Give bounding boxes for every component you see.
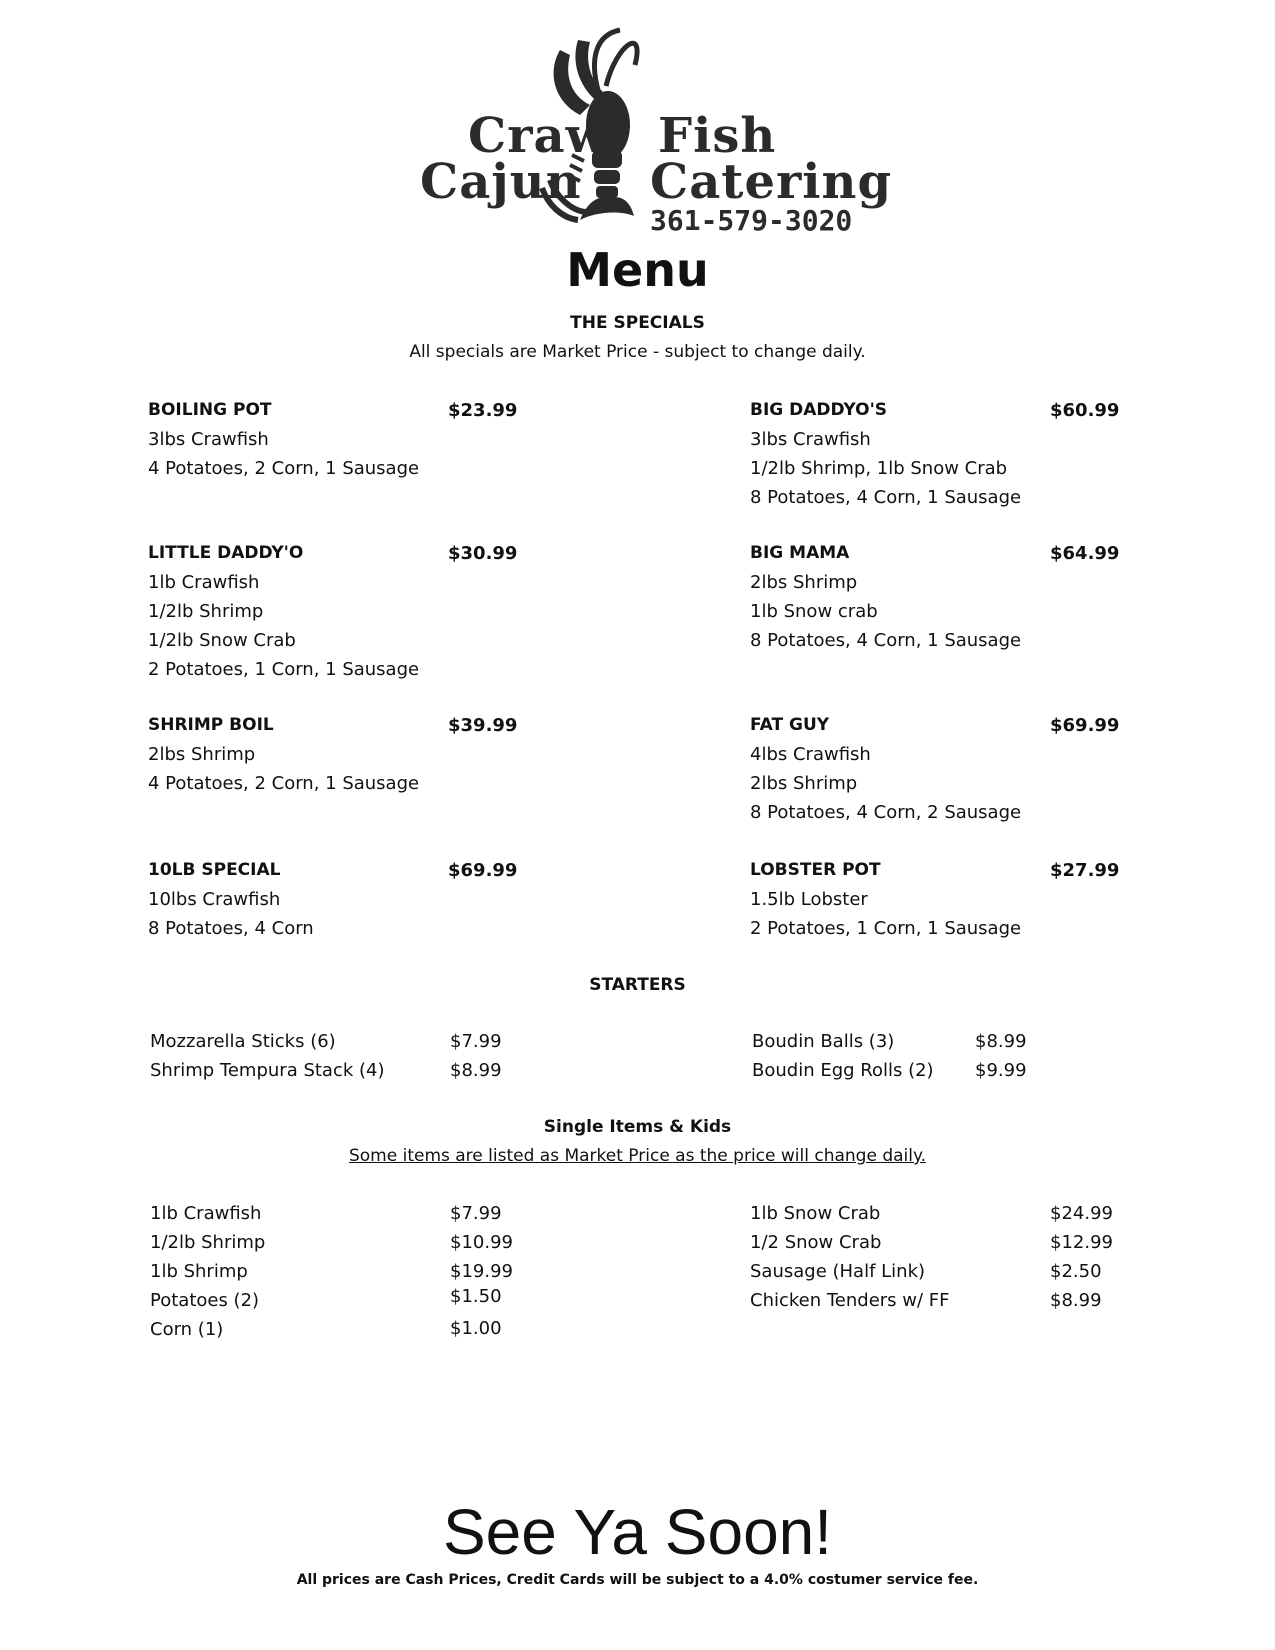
special-line: 3lbs Crawfish xyxy=(148,429,269,450)
special-line: 1.5lb Lobster xyxy=(750,889,868,910)
single-item-name: 1lb Snow Crab xyxy=(750,1203,881,1224)
logo-word-fish: Fish xyxy=(658,108,777,164)
special-line: 1/2lb Shrimp, 1lb Snow Crab xyxy=(750,458,1008,479)
logo-word-cajun: Cajun xyxy=(420,154,582,210)
single-item-price: $1.00 xyxy=(450,1318,502,1339)
special-line: 4 Potatoes, 2 Corn, 1 Sausage xyxy=(148,773,420,794)
singles-heading: Single Items & Kids xyxy=(543,1117,732,1137)
singles-subheading-text: Some items are listed as Market Price as the price will change daily. xyxy=(348,1146,927,1166)
special-name: SHRIMP BOIL xyxy=(148,715,274,735)
special-name: LOBSTER POT xyxy=(750,860,881,880)
single-item-name: Potatoes (2) xyxy=(150,1290,260,1311)
special-line: 1lb Crawfish xyxy=(148,572,260,593)
starter-price: $8.99 xyxy=(975,1031,1027,1052)
special-price: $23.99 xyxy=(448,400,518,421)
singles-subheading xyxy=(0,1146,1275,1166)
starter-name: Shrimp Tempura Stack (4) xyxy=(150,1060,385,1081)
special-line: 8 Potatoes, 4 Corn xyxy=(148,918,314,939)
single-item-price: $19.99 xyxy=(450,1261,513,1282)
special-price: $69.99 xyxy=(448,860,518,881)
starters-heading: STARTERS xyxy=(589,975,686,995)
closing-message: See Ya Soon! xyxy=(442,1496,833,1568)
special-line: 8 Potatoes, 4 Corn, 2 Sausage xyxy=(750,802,1022,823)
special-line: 1lb Snow crab xyxy=(750,601,878,622)
special-name: 10LB SPECIAL xyxy=(148,860,281,880)
special-price: $69.99 xyxy=(1050,715,1120,736)
logo xyxy=(420,20,892,237)
starter-price: $9.99 xyxy=(975,1060,1027,1081)
starter-name: Mozzarella Sticks (6) xyxy=(150,1031,336,1052)
single-item-price: $2.50 xyxy=(1050,1261,1102,1282)
special-line: 4 Potatoes, 2 Corn, 1 Sausage xyxy=(148,458,420,479)
special-line: 3lbs Crawfish xyxy=(750,429,871,450)
price-footnote: All prices are Cash Prices, Credit Cards will be subject to a 4.0% costumer service fee. xyxy=(296,1572,979,1588)
single-item-price: $1.50 xyxy=(450,1286,502,1307)
starter-name: Boudin Egg Rolls (2) xyxy=(752,1060,934,1081)
special-line: 1/2lb Snow Crab xyxy=(148,630,296,651)
special-line: 8 Potatoes, 4 Corn, 1 Sausage xyxy=(750,487,1022,508)
single-item-name: Sausage (Half Link) xyxy=(750,1261,926,1282)
special-line: 2 Potatoes, 1 Corn, 1 Sausage xyxy=(750,918,1022,939)
special-name: FAT GUY xyxy=(750,715,830,735)
single-item-price: $24.99 xyxy=(1050,1203,1113,1224)
logo-word-catering: Catering xyxy=(650,154,892,210)
special-name: BIG MAMA xyxy=(750,543,850,563)
logo-phone: 361-579-3020 xyxy=(650,204,853,237)
starter-price: $8.99 xyxy=(450,1060,502,1081)
single-item-price: $8.99 xyxy=(1050,1290,1102,1311)
single-item-name: 1/2 Snow Crab xyxy=(750,1232,882,1253)
single-item-name: Corn (1) xyxy=(150,1319,224,1340)
special-price: $64.99 xyxy=(1050,543,1120,564)
starter-name: Boudin Balls (3) xyxy=(752,1031,895,1052)
special-price: $30.99 xyxy=(448,543,518,564)
specials-heading: THE SPECIALS xyxy=(570,313,705,333)
special-price: $27.99 xyxy=(1050,860,1120,881)
special-line: 1/2lb Shrimp xyxy=(148,601,264,622)
special-line: 2lbs Shrimp xyxy=(750,572,858,593)
special-line: 2lbs Shrimp xyxy=(750,773,858,794)
special-name: BIG DADDYO'S xyxy=(750,400,888,420)
special-line: 10lbs Crawfish xyxy=(148,889,281,910)
special-line: 4lbs Crawfish xyxy=(750,744,871,765)
specials-subheading: All specials are Market Price - subject to change daily. xyxy=(409,342,866,362)
special-name: BOILING POT xyxy=(148,400,272,420)
single-item-name: 1lb Shrimp xyxy=(150,1261,248,1282)
special-line: 2 Potatoes, 1 Corn, 1 Sausage xyxy=(148,659,420,680)
special-price: $39.99 xyxy=(448,715,518,736)
single-item-name: 1lb Crawfish xyxy=(150,1203,262,1224)
special-line: 8 Potatoes, 4 Corn, 1 Sausage xyxy=(750,630,1022,651)
special-line: 2lbs Shrimp xyxy=(148,744,256,765)
single-item-price: $10.99 xyxy=(450,1232,513,1253)
single-item-name: Chicken Tenders w/ FF xyxy=(750,1290,950,1311)
single-item-price: $7.99 xyxy=(450,1203,502,1224)
special-name: LITTLE DADDY'O xyxy=(148,543,304,563)
special-price: $60.99 xyxy=(1050,400,1120,421)
page-title: Menu xyxy=(566,243,709,297)
single-item-name: 1/2lb Shrimp xyxy=(150,1232,266,1253)
starter-price: $7.99 xyxy=(450,1031,502,1052)
logo-word-craw: Craw xyxy=(468,108,608,164)
single-item-price: $12.99 xyxy=(1050,1232,1113,1253)
